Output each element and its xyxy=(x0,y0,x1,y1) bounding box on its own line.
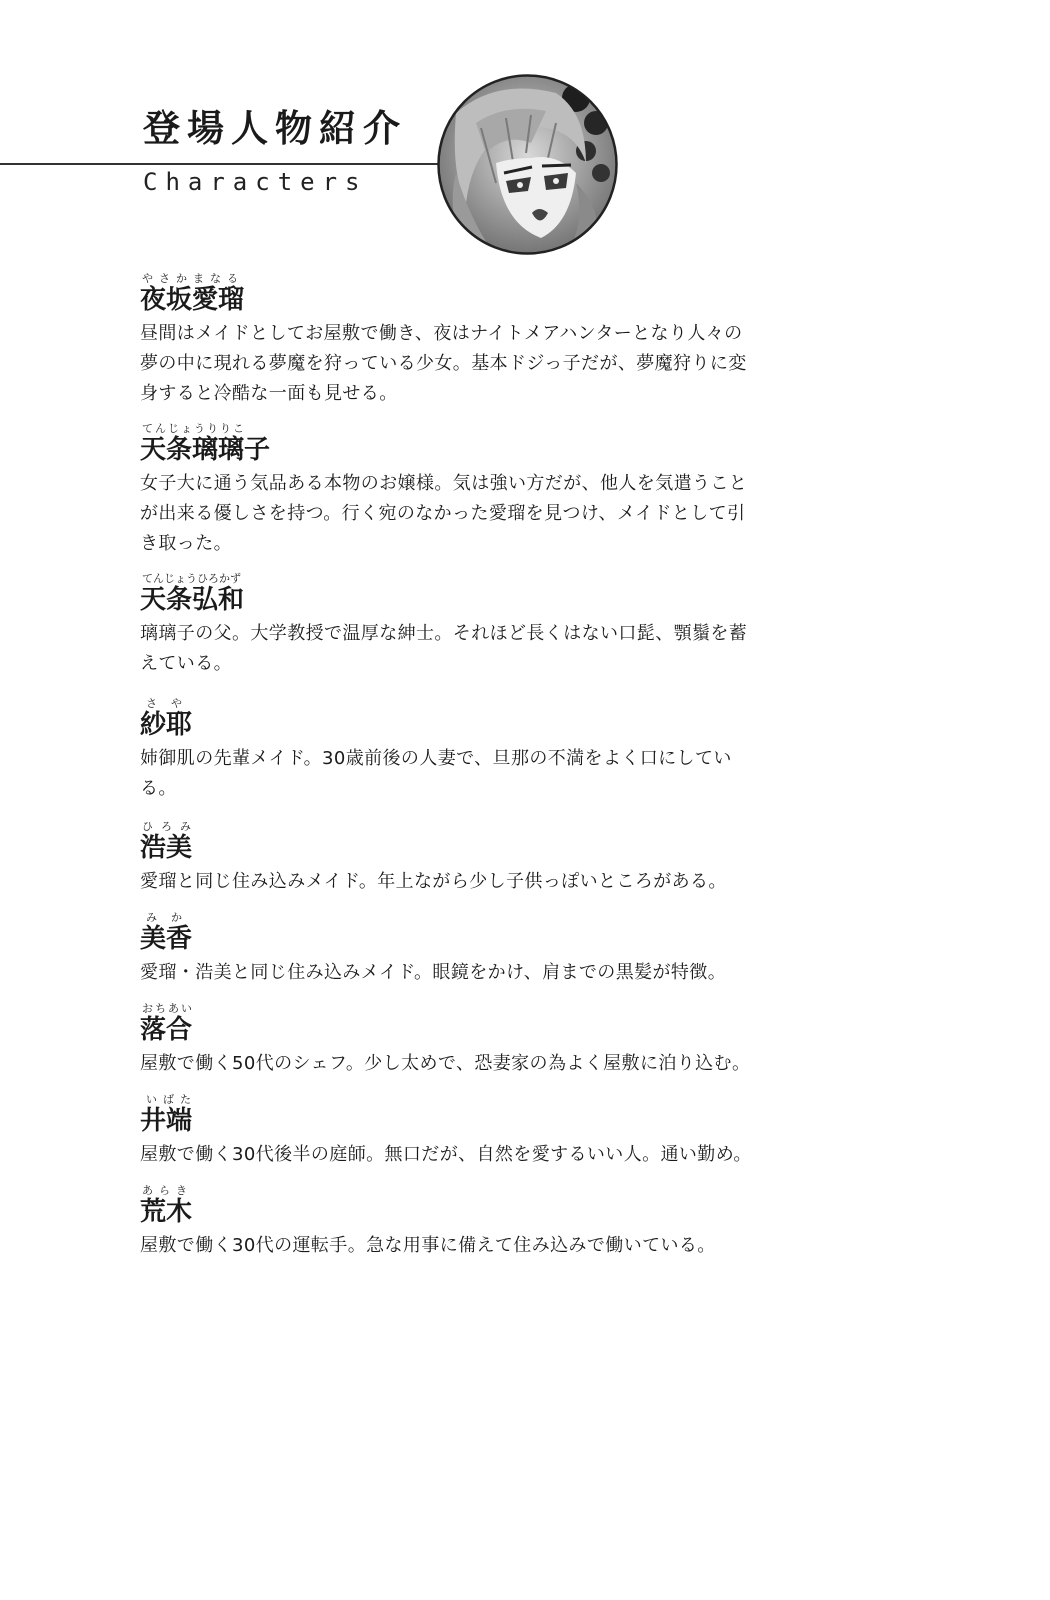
description-line: き取った。 xyxy=(140,533,232,554)
character-description xyxy=(140,958,820,988)
character-description xyxy=(140,867,820,897)
page-title: 登場人物紹介 xyxy=(143,106,407,150)
character-entry xyxy=(140,572,820,679)
description-line: 屋敷で働く50代のシェフ。少し太めで、恐妻家の為よく屋敷に泊り込む。 xyxy=(140,1053,751,1074)
character-name: 夜坂愛瑠 xyxy=(140,285,245,315)
character-entry xyxy=(140,272,820,409)
description-line: 愛瑠と同じ住み込みメイド。年上ながら少し子供っぽいところがある。 xyxy=(140,871,727,892)
name-reading: てんじょうりりこ xyxy=(142,422,246,435)
description-line: 屋敷で働く30代の運転手。急な用事に備えて住み込みで働いている。 xyxy=(140,1235,716,1256)
character-description xyxy=(140,744,820,804)
character-entry xyxy=(140,697,820,804)
description-line: る。 xyxy=(140,778,177,799)
title-rule xyxy=(0,163,452,165)
character-name: 天条璃璃子 xyxy=(140,435,271,465)
name-reading: さや xyxy=(146,697,196,710)
description-line: 身すると冷酷な一面も見せる。 xyxy=(140,383,398,404)
name-reading: おちあい xyxy=(142,1002,194,1015)
name-reading: ひろみ xyxy=(142,820,199,833)
character-entry xyxy=(140,911,820,988)
character-description xyxy=(140,469,820,559)
name-reading: やさかまなる xyxy=(142,272,244,285)
character-entry xyxy=(140,422,820,559)
character-description xyxy=(140,319,820,409)
character-description xyxy=(140,1049,820,1079)
name-reading: てんじょうひろかず xyxy=(142,572,241,585)
character-name: 紗耶 xyxy=(140,710,193,740)
name-reading: みか xyxy=(146,911,196,924)
description-line: 女子大に通う気品ある本物のお嬢様。気は強い方だが、他人を気遣うこと xyxy=(140,473,748,494)
character-description xyxy=(140,619,820,679)
character-name: 美香 xyxy=(140,924,193,954)
description-line: 姉御肌の先輩メイド。30歳前後の人妻で、旦那の不満をよく口にしてい xyxy=(140,748,732,769)
character-entry xyxy=(140,1093,820,1170)
character-entry xyxy=(140,1002,820,1079)
character-description xyxy=(140,1231,820,1261)
character-name: 天条弘和 xyxy=(140,585,245,615)
description-line: 夢の中に現れる夢魔を狩っている少女。基本ドジっ子だが、夢魔狩りに変 xyxy=(140,353,747,374)
description-line: が出来る優しさを持つ。行く宛のなかった愛瑠を見つけ、メイドとして引 xyxy=(140,503,746,524)
character-entry xyxy=(140,1184,820,1261)
page-subtitle: Characters xyxy=(143,168,368,196)
character-description xyxy=(140,1140,820,1170)
character-name: 落合 xyxy=(140,1015,193,1045)
description-line: 昼間はメイドとしてお屋敷で働き、夜はナイトメアハンターとなり人々の xyxy=(140,323,743,344)
portrait-illustration xyxy=(436,73,619,256)
description-line: 屋敷で働く30代後半の庭師。無口だが、自然を愛するいい人。通い勤め。 xyxy=(140,1144,752,1165)
character-list xyxy=(140,272,820,1261)
character-name: 井端 xyxy=(140,1106,193,1136)
name-reading: あらき xyxy=(142,1184,193,1197)
character-name: 荒木 xyxy=(140,1197,193,1227)
name-reading: いばた xyxy=(146,1093,197,1106)
description-line: 愛瑠・浩美と同じ住み込みメイド。眼鏡をかけ、肩までの黒髪が特徴。 xyxy=(140,962,727,983)
character-portrait xyxy=(436,73,619,256)
description-line: えている。 xyxy=(140,653,232,674)
character-name: 浩美 xyxy=(140,833,193,863)
description-line: 璃璃子の父。大学教授で温厚な紳士。それほど長くはない口髭、顎鬚を蓄 xyxy=(140,623,748,644)
character-entry xyxy=(140,820,820,897)
